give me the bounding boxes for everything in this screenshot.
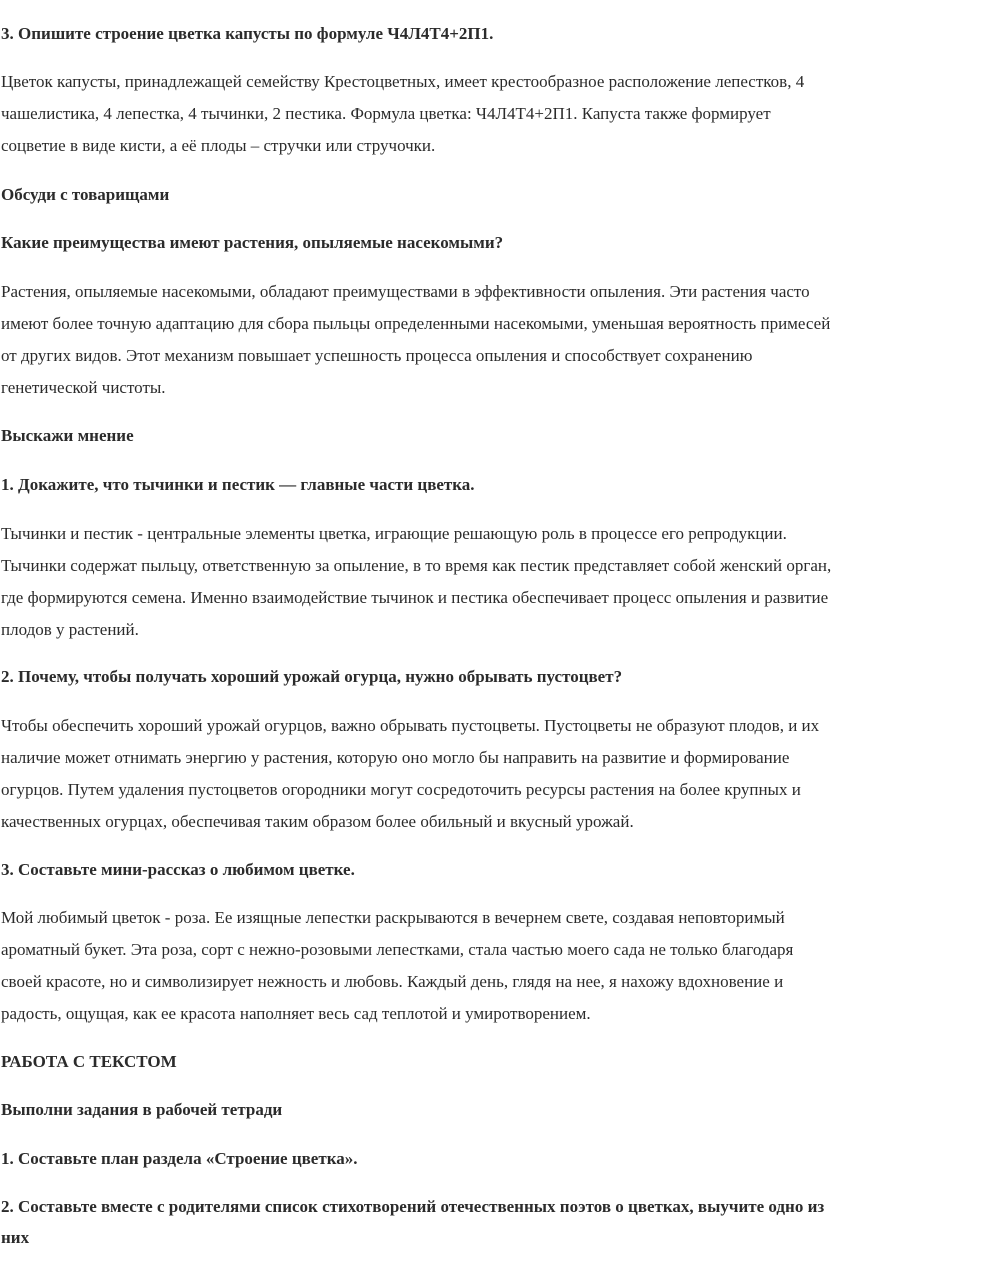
text-line: Выскажи мнение (1, 426, 134, 445)
text-line: Растения, опыляемые насекомыми, обладают преимуществами в эффективности опыления. Эти растения часто (1, 282, 810, 301)
text-line: них (1, 1228, 30, 1247)
text-line: 2. Почему, чтобы получать хороший урожай огурца, нужно обрывать пустоцвет? (1, 667, 623, 686)
text-line: своей красоте, но и символизирует нежность и любовь. Каждый день, глядя на нее, я нахожу вдохновение и (1, 972, 784, 991)
text-line: Чтобы обеспечить хороший урожай огурцов, важно обрывать пустоцветы. Пустоцветы не образуют плодов, и их (1, 716, 820, 735)
text-line: 2. Составьте вместе с родителями список стихотворений отечественных поэтов о цветках, выучите одно из (1, 1197, 825, 1216)
text-line: Выполни задания в рабочей тетради (1, 1100, 283, 1119)
text-line: радость, ощущая, как ее красота наполняет весь сад теплотой и умиротворением. (1, 1004, 591, 1023)
text-line: Тычинки содержат пыльцу, ответственную за опыление, в то время как пестик представляет собой женский орган, (1, 556, 832, 575)
text-line: от других видов. Этот механизм повышает успешность процесса опыления и способствует сохранению (1, 346, 753, 365)
text-line: где формируются семена. Именно взаимодействие тычинок и пестика обеспечивает процесс опыления и развитие (1, 588, 829, 607)
text-line: наличие может отнимать энергию у растения, которую оно могло бы направить на развитие и формирование (1, 748, 790, 767)
text-line: соцветие в виде кисти, а её плоды – стручки или стручочки. (1, 136, 436, 155)
text-line: огурцов. Путем удаления пустоцветов огородники могут сосредоточить ресурсы растения на более крупных и (1, 780, 801, 799)
text-line: 3. Составьте мини-рассказ о любимом цветке. (1, 860, 355, 879)
text-line: Обсуди с товарищами (1, 185, 170, 204)
text-line: имеют более точную адаптацию для сбора пыльцы определенными насекомыми, уменьшая вероятность примесей (1, 314, 831, 333)
text-line: Мой любимый цветок - роза. Ее изящные лепестки раскрываются в вечернем свете, создавая неповторимый (1, 908, 785, 927)
text-line: Цветок капусты, принадлежащей семейству Крестоцветных, имеет крестообразное расположение лепестков, 4 (1, 72, 805, 91)
text-line: генетической чистоты. (1, 378, 166, 397)
text-line: 1. Составьте план раздела «Строение цветка». (1, 1149, 358, 1168)
text-line: 3. Опишите строение цветка капусты по формуле Ч4Л4Т4+2П1. (1, 24, 494, 43)
text-line: чашелистика, 4 лепестка, 4 тычинки, 2 пестика. Формула цветка: Ч4Л4Т4+2П1. Капуста также формирует (1, 104, 771, 123)
text-line: плодов у растений. (1, 620, 139, 639)
text-line: Какие преимущества имеют растения, опыляемые насекомыми? (1, 233, 504, 252)
text-line: РАБОТА С ТЕКСТОМ (1, 1052, 177, 1071)
text-line: качественных огурцах, обеспечивая таким образом более обильный и вкусный урожай. (1, 812, 634, 831)
text-line: 1. Докажите, что тычинки и пестик — главные части цветка. (1, 475, 475, 494)
text-line: ароматный букет. Эта роза, сорт с нежно-розовыми лепестками, стала частью моего сада не только благодаря (1, 940, 794, 959)
text-line: Тычинки и пестик - центральные элементы цветка, играющие решающую роль в процессе его репродукции. (1, 524, 787, 543)
